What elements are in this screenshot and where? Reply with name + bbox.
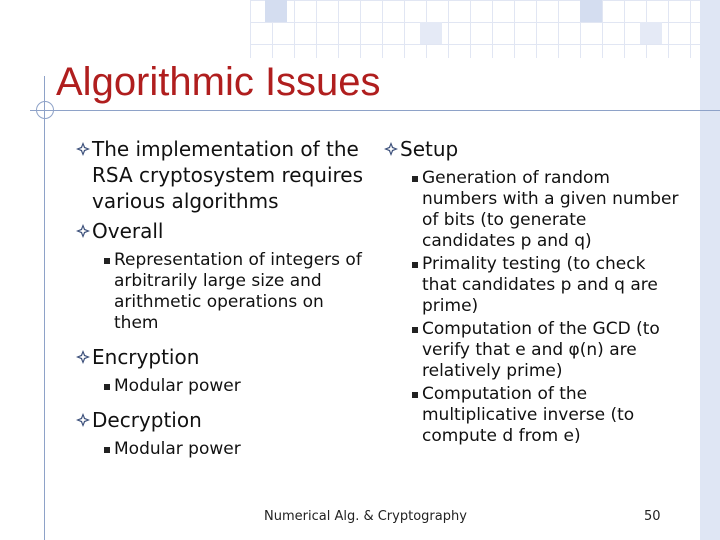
- sub-bullet-text: Computation of the multiplicative inverse (to compute d from e): [422, 384, 635, 446]
- slide-title: Algorithmic Issues: [56, 60, 381, 104]
- sub-bullet-text: Representation of integers of arbitrarily large size and arithmetic operations on them: [114, 250, 362, 333]
- bullet-text: Overall: [92, 219, 164, 243]
- bullet-text: Setup: [400, 137, 459, 161]
- slide-footer: Numerical Alg. & Cryptography: [264, 509, 467, 524]
- bullet-text: The implementation of the RSA cryptosystem requires various algorithms: [92, 137, 364, 213]
- square-icon: [412, 176, 418, 182]
- right-column: [384, 136, 684, 457]
- sub-list: [76, 439, 366, 460]
- square-icon: [412, 392, 418, 398]
- bullet-text: Decryption: [92, 408, 202, 432]
- sub-bullet-item: [384, 319, 684, 382]
- title-underline: [30, 110, 720, 111]
- decorative-block: [420, 22, 442, 44]
- left-margin-line: [44, 76, 45, 540]
- margin-circle: [36, 101, 54, 119]
- square-icon: [104, 384, 110, 390]
- bullet-text: Encryption: [92, 345, 200, 369]
- sub-bullet-item: [384, 254, 684, 317]
- sub-bullet-text: Modular power: [114, 376, 241, 396]
- sub-bullet-item: [384, 168, 684, 252]
- bullet-item: [76, 344, 366, 370]
- bullet-item: [76, 407, 366, 433]
- sub-bullet-text: Primality testing (to check that candidates p and q are prime): [422, 254, 658, 316]
- sub-list: [384, 168, 684, 447]
- square-icon: [104, 447, 110, 453]
- diamond-star-icon: [76, 413, 90, 427]
- diamond-star-icon: [76, 224, 90, 238]
- square-icon: [412, 327, 418, 333]
- sub-bullet-text: Computation of the GCD (to verify that e and φ(n) are relatively prime): [422, 319, 660, 381]
- sub-bullet-item: [76, 376, 366, 397]
- page-number: 50: [644, 509, 661, 524]
- diamond-star-icon: [384, 142, 398, 156]
- decorative-block: [265, 0, 287, 22]
- decorative-block: [580, 0, 602, 22]
- square-icon: [412, 262, 418, 268]
- sub-bullet-item: [384, 384, 684, 447]
- square-icon: [104, 258, 110, 264]
- bullet-item: [76, 218, 366, 244]
- decorative-block: [640, 22, 662, 44]
- diamond-star-icon: [76, 350, 90, 364]
- bullet-item: [76, 136, 366, 214]
- sub-bullet-item: [76, 250, 366, 334]
- bullet-item: [384, 136, 684, 162]
- sub-bullet-text: Generation of random numbers with a given number of bits (to generate candidates p and q): [422, 168, 679, 251]
- diamond-star-icon: [76, 142, 90, 156]
- left-column: [76, 136, 366, 470]
- decorative-block: [700, 0, 720, 540]
- sub-list: [76, 250, 366, 334]
- sub-list: [76, 376, 366, 397]
- sub-bullet-text: Modular power: [114, 439, 241, 459]
- sub-bullet-item: [76, 439, 366, 460]
